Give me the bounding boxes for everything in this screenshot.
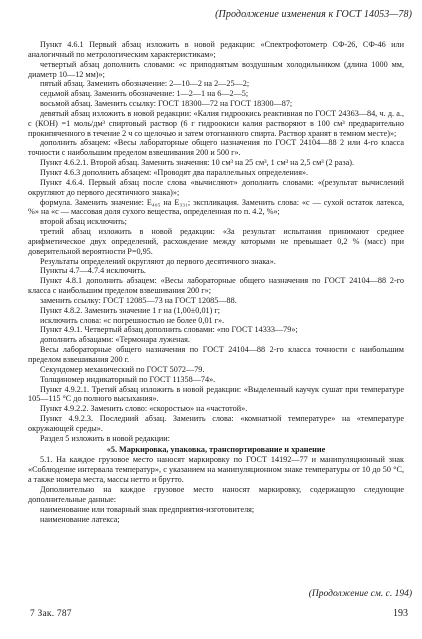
paragraph: дополнить абзацем: «Весы лабораторные общего назначения по ГОСТ 24104—88 2 или 4-го класса точности с наибольшим пределом взвешивания 200 и 500 г». — [28, 138, 404, 158]
paragraph: четвертый абзац дополнить словами: «с приподнятым воздушным холодильником (длина 1000 мм, диаметр 10—12 мм)»; — [28, 59, 404, 79]
continuation-note: (Продолжение см. с. 194) — [308, 589, 412, 599]
running-header: (Продолжение изменения к ГОСТ 14053—78) — [215, 9, 412, 20]
paragraph: наименование или товарный знак предприятия-изготовителя; — [40, 504, 255, 514]
paragraph: Пункт 4.6.2.1. Второй абзац. Заменить значения: 10 см³ на 25 см³, 1 см³ на 2,5 см³ (2 раза). — [40, 158, 355, 168]
paragraph: Пункт 4.8.1 дополнить абзацем: «Весы лабораторные общего назначения по ГОСТ 24104—88 2-го класса с наибольшим пределом взвешивания 200 г»; — [28, 276, 404, 296]
paragraph: Результаты определений округляют до первого десятичного знака». — [40, 256, 276, 266]
paragraph: Весы лабораторные общего назначения по ГОСТ 24104—88 2-го класса точности с наибольшим пределом взвешивания 200 г. — [28, 345, 404, 364]
paragraph: Толщиномер индикаторный по ГОСТ 11358—74». — [40, 374, 216, 384]
paragraph: Пункт 4.9.2.2. Заменить слово: «скоростью» на «частотой». — [40, 404, 248, 414]
paragraph: восьмой абзац. Заменить ссылку: ГОСТ 18300—72 на ГОСТ 18300—87; — [40, 99, 293, 109]
paragraph: пятый абзац. Заменить обозначение: 2—10—2 на 2—25—2; — [40, 79, 250, 89]
paragraph: наименование латекса; — [40, 514, 120, 524]
paragraph: Секундомер механический по ГОСТ 5072—79. — [40, 364, 205, 374]
paragraph: Пункт 4.8.2. Заменить значение 1 г на (1,00±0,01) г; — [40, 305, 221, 315]
paragraph: второй абзац исключить; — [40, 217, 127, 227]
section-heading: «5. Маркировка, упаковка, транспортирование и хранение — [106, 444, 326, 454]
paragraph: третий абзац изложить в новой редакции: «За результат испытания принимают среднее арифметическое двух определений, расхождение между которыми не превышает 0,2 % (масс) при доверительной вероятности P=0,95. — [28, 227, 404, 256]
document-body — [28, 40, 404, 524]
paragraph: Пункт 4.6.3 дополнить абзацем: «Проводят два параллельных определения». — [40, 167, 309, 177]
paragraph: формула. Заменить значение: E₄₀₅ на E₃₃₁; экспликация. Заменить слова: «с — сухой остаток латекса, %» на «с — массовая доля сухого вещества, определенная по п. 4.2, %»; — [28, 197, 404, 217]
paragraph: Пункт 4.6.4. Первый абзац после слова «вычисляют» дополнить словами: «(результат вычислений округляют до первого десятичного знака)»; — [28, 177, 404, 197]
paragraph: Раздел 5 изложить в новой редакции: — [40, 433, 170, 443]
paragraph: Дополнительно на каждое грузовое место наносят маркировку, содержащую следующие дополнительные данные: — [28, 484, 404, 504]
paragraph: седьмой абзац. Заменить обозначение: 1—2—1 на 6—2—5; — [40, 89, 249, 99]
paragraph: Пункт 4.9.2.3. Последний абзац. Заменить слова: «комнатной температуре» на «температуре окружающей среды». — [28, 414, 404, 433]
paragraph: Пункт 4.9.1. Четвертый абзац дополнить словами: «по ГОСТ 14333—79»; — [40, 325, 298, 335]
paragraph: дополнить абзацами: «Термонара луженая. — [40, 335, 190, 345]
paragraph: 5.1. На каждое грузовое место наносят маркировку по ГОСТ 14192—77 и манипуляционный знак «Соблюдение интервала температур», с указанием на манипуляционном знаке температуры от 10 до 50 °С, а также номера места, массы нетто и брутто. — [28, 455, 404, 485]
page-number: 193 — [393, 608, 408, 619]
paragraph: девятый абзац изложить в новой редакции: «Калия гидроокись реактивная по ГОСТ 24363—84, ч. д. а., с (КОН) =1 моль/дм³ спиртовый раствор (6 г гидроокиси калия растворяют в 100 см³ предварительно прокипяченного в течение 2 ч со щелочью и затем отогнанного спирта. Раствор хранят в темном месте)»; — [28, 108, 404, 138]
paragraph: исключить слова: «с погрешностью не более 0,01 г». — [40, 315, 225, 325]
paragraph: заменить ссылку: ГОСТ 12085—73 на ГОСТ 12085—88. — [40, 295, 237, 305]
paragraph: Пункт 4.9.2.1. Третий абзац изложить в новой редакции: «Выделенный каучук сушат при температуре 105—115 °С до полного высыхания». — [28, 384, 404, 404]
print-order-footnote: 7 Зак. 787 — [30, 609, 72, 619]
paragraph: Пункт 4.6.1 Первый абзац изложить в новой редакции: «Спектрофотометр СФ-26, СФ-46 или аналогичный по метрологическим характеристикам»; — [28, 40, 404, 59]
paragraph: Пункты 4.7—4.7.4 исключить. — [40, 266, 146, 276]
